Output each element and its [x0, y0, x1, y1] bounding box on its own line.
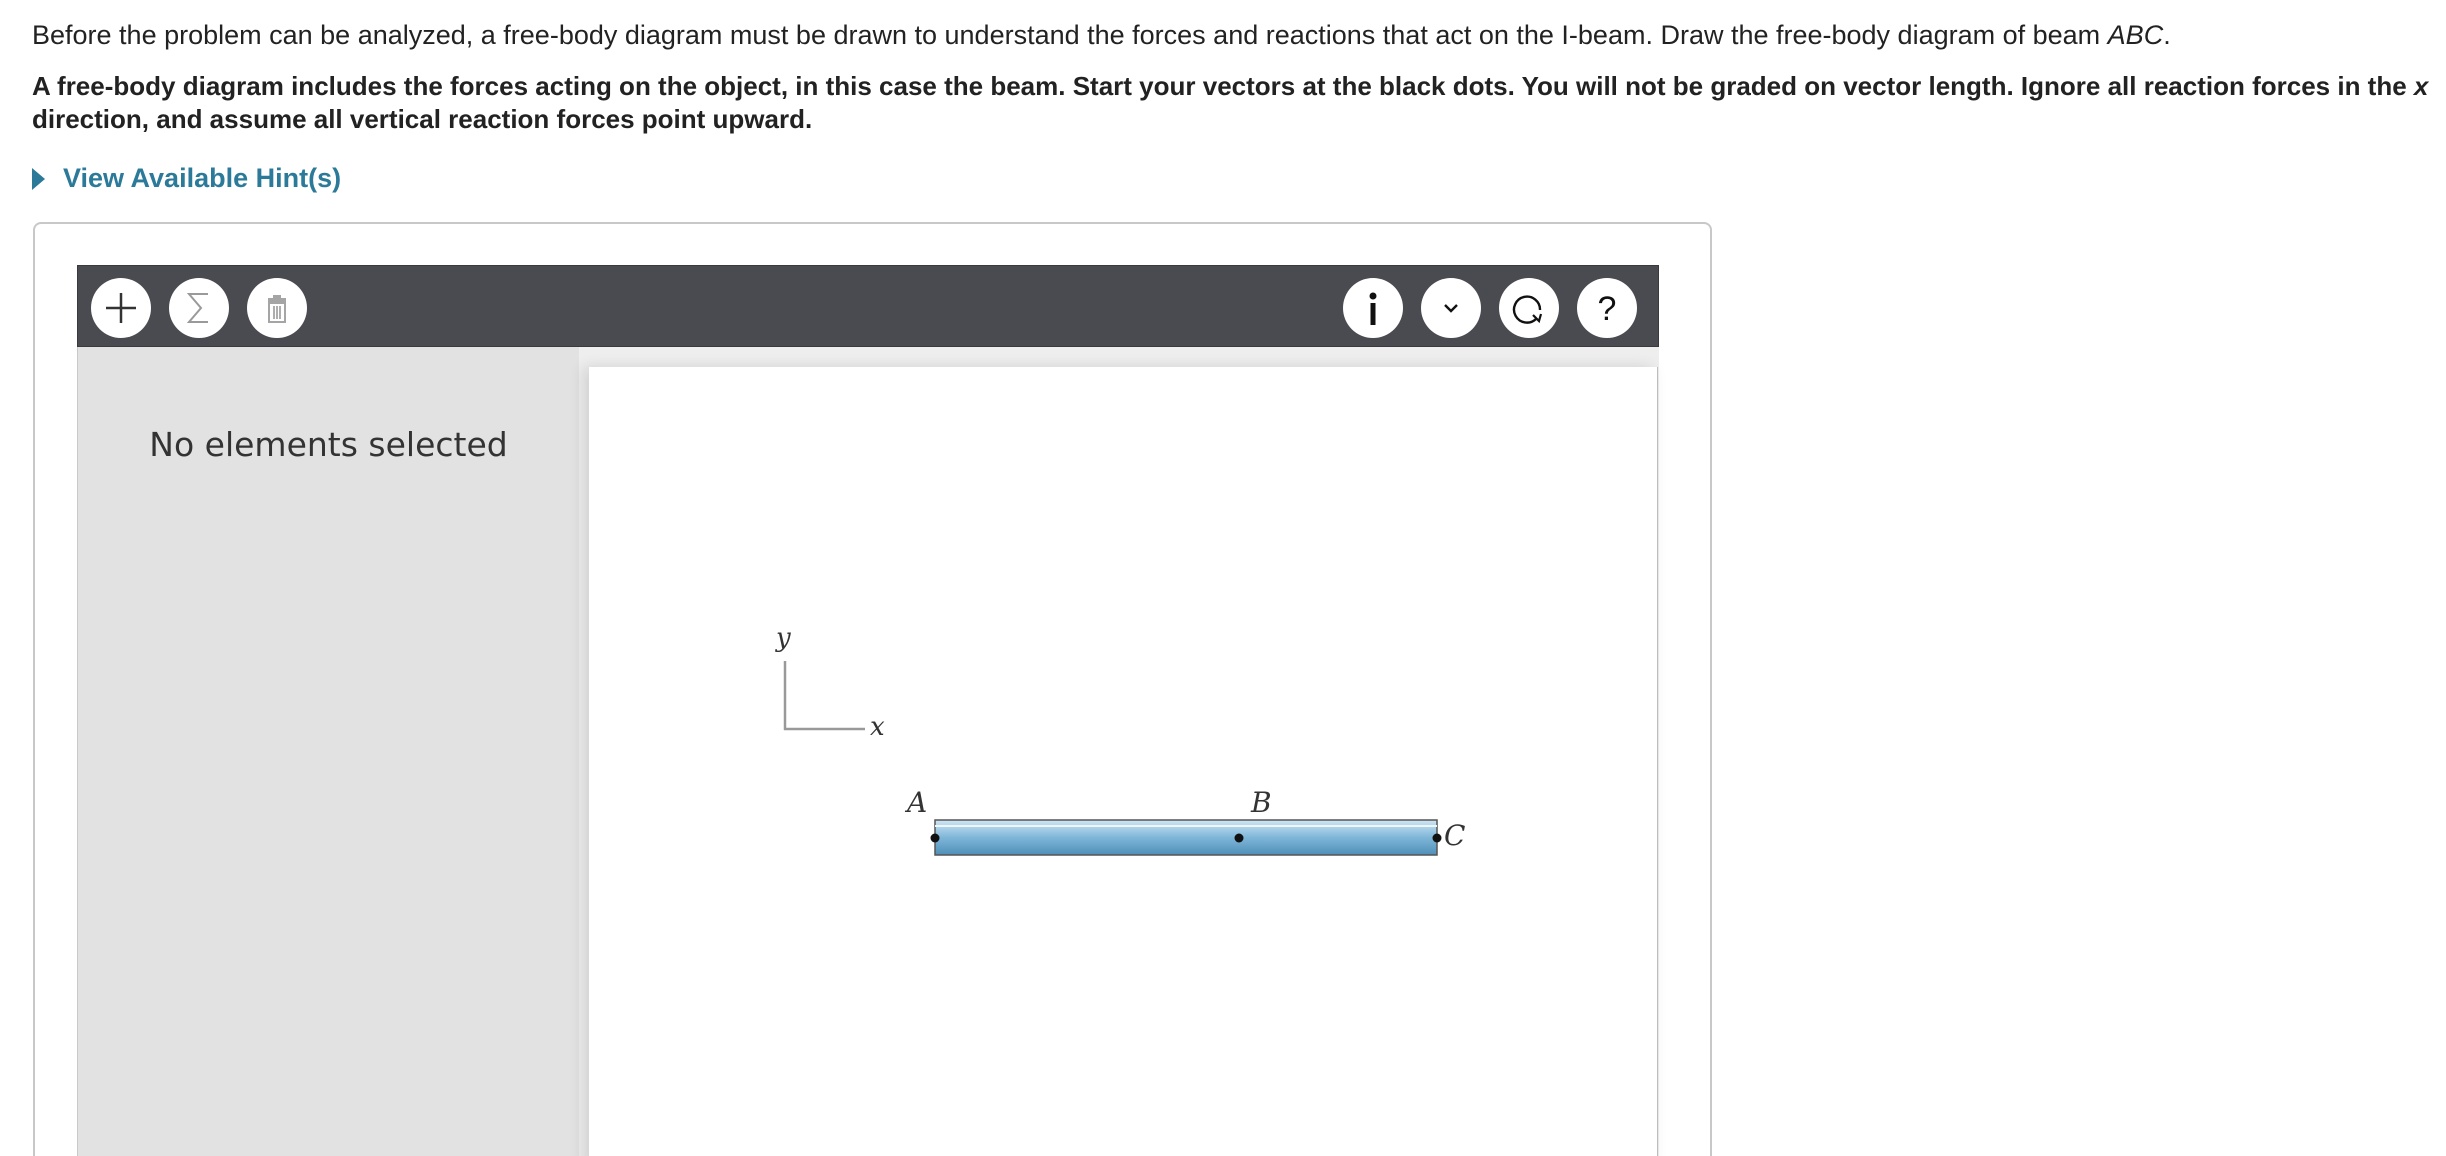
- caret-right-icon: [32, 168, 45, 190]
- axis-x-label: x: [870, 712, 885, 742]
- info-icon: [1353, 288, 1393, 328]
- coordinate-axes: [784, 661, 865, 730]
- properties-panel: [77, 347, 579, 1156]
- trash-icon: [257, 288, 297, 328]
- reset-icon: [1509, 288, 1549, 328]
- instructions-x-var: x: [2413, 71, 2429, 101]
- instructions: [32, 70, 2432, 136]
- point-b-dot[interactable]: [1235, 834, 1244, 843]
- help-button[interactable]: [1577, 278, 1637, 338]
- no-selection-message: No elements selected: [149, 425, 508, 464]
- instructions-part1: A free-body diagram includes the forces acting on the object, in this case the beam. Start your vectors at the black dots. You will not be graded on vector length. Ignore all reaction forces in the: [32, 71, 2414, 101]
- point-c-dot[interactable]: [1433, 834, 1442, 843]
- instructions-part2: direction, and assume all vertical reaction forces point upward.: [32, 104, 813, 134]
- plus-icon: [101, 288, 141, 328]
- add-vector-button[interactable]: [91, 278, 151, 338]
- sigma-icon: [179, 288, 219, 328]
- info-button[interactable]: [1343, 278, 1403, 338]
- problem-intro: [32, 18, 2432, 52]
- help-icon: [1587, 288, 1627, 328]
- chevron-down-icon: [1431, 288, 1471, 328]
- sum-button[interactable]: [169, 278, 229, 338]
- reset-button[interactable]: [1499, 278, 1559, 338]
- point-a-dot[interactable]: [931, 834, 940, 843]
- drawing-canvas[interactable]: [589, 367, 1658, 1156]
- diagram-svg: [589, 367, 1658, 1156]
- point-b-label: B: [1251, 786, 1272, 819]
- view-hints-toggle[interactable]: [32, 163, 341, 194]
- beam-abc: [935, 820, 1437, 855]
- beam-name: ABC: [2107, 20, 2164, 50]
- view-hints-label[interactable]: View Available Hint(s): [63, 163, 342, 193]
- delete-button[interactable]: [247, 278, 307, 338]
- intro-text: Before the problem can be analyzed, a free-body diagram must be drawn to understand the forces and reactions that act on the I-beam. Draw the free-body diagram of beam: [32, 20, 2108, 50]
- dropdown-button[interactable]: [1421, 278, 1481, 338]
- point-a-label: A: [907, 786, 928, 819]
- axis-y-label: y: [776, 623, 791, 653]
- svg-text:?: ?: [1597, 290, 1617, 328]
- drawing-toolbar: [77, 265, 1659, 347]
- intro-end: .: [2163, 20, 2171, 50]
- point-c-label: C: [1444, 819, 1466, 852]
